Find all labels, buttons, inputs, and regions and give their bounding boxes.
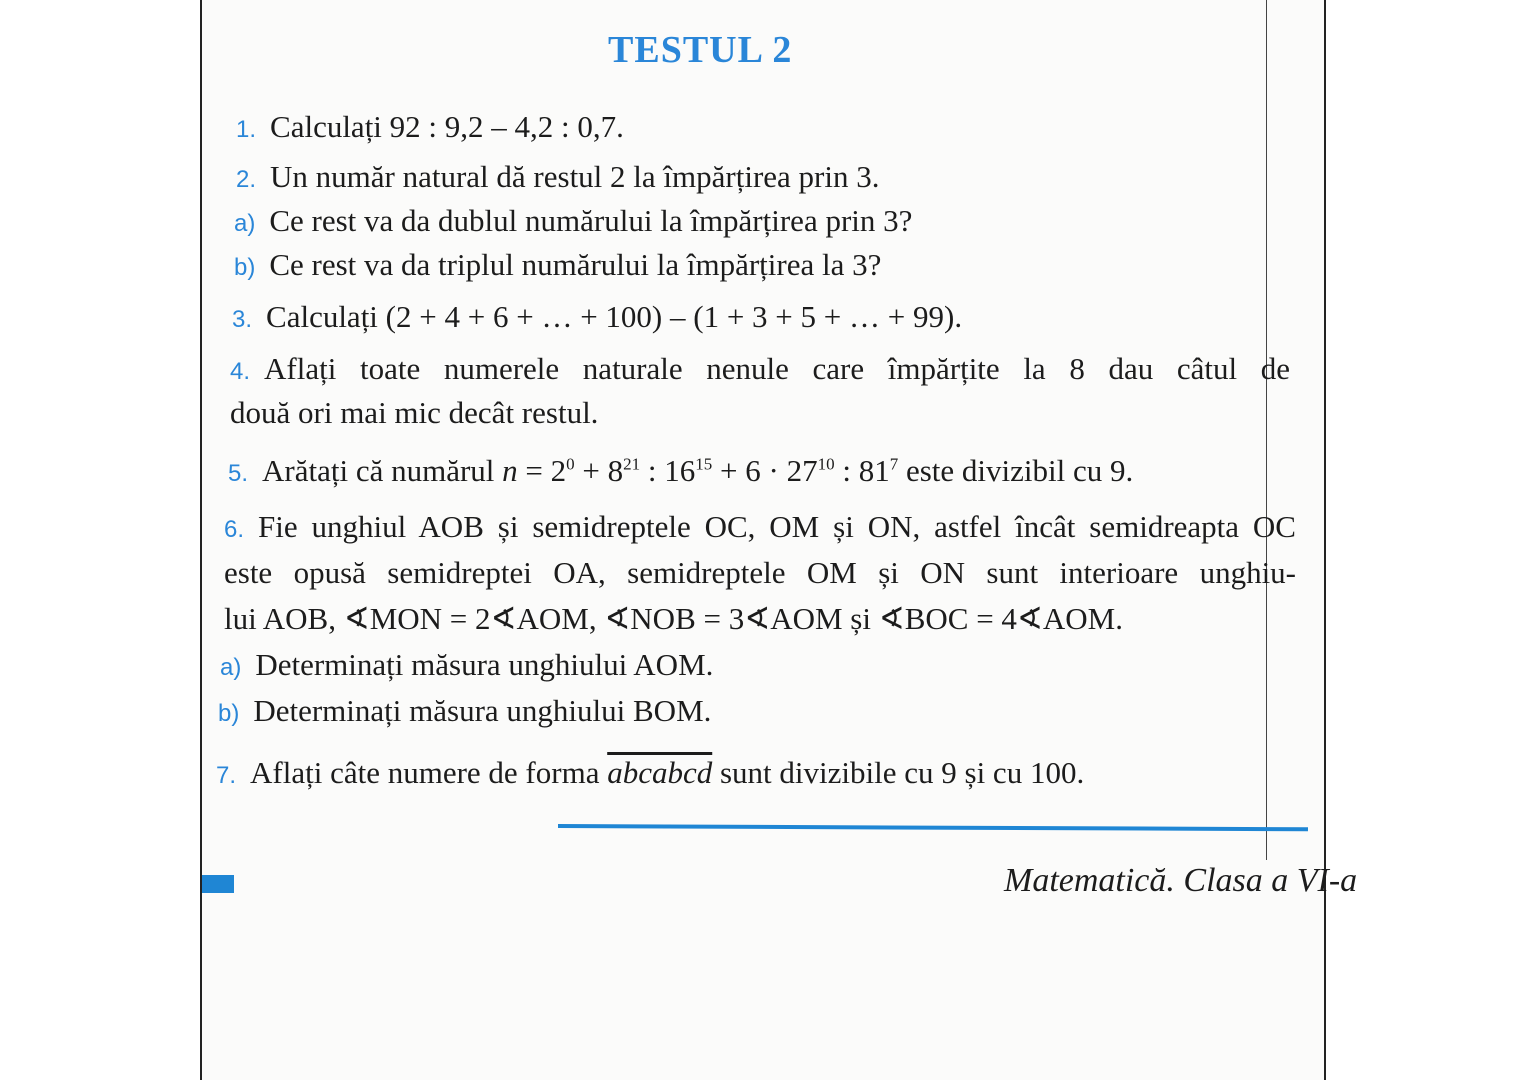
problem-2 (236, 160, 879, 194)
problem-number: 4. (230, 358, 251, 385)
problem-6-line-1 (224, 510, 1296, 544)
expr-part: : 16 (640, 453, 696, 488)
problem-6-line-2 (224, 556, 1296, 590)
subpoint-text: Ce rest va da dublul numărului la împărțirea prin 3? (269, 203, 913, 238)
subpoint-label: b) (218, 700, 240, 727)
expr-part: : 81 (834, 453, 890, 488)
problem-6a (220, 648, 713, 682)
problem-7 (216, 756, 1084, 790)
problem-text: este opusă semidreptei OA, semidreptele OM și ON sunt interioare unghiu- (224, 555, 1296, 590)
problem-number: 6. (224, 516, 245, 543)
problem-number: 7. (216, 762, 237, 789)
subpoint-text: Determinați măsura unghiului AOM. (255, 647, 714, 682)
exponent: 21 (623, 454, 641, 474)
problem-text: Fie unghiul AOB și semidreptele OC, OM și ON, astfel încât semidreapta OC (258, 509, 1296, 544)
variable-n: n (502, 453, 518, 488)
problem-5 (228, 454, 1133, 488)
test-title: TESTUL 2 (608, 29, 793, 71)
page-fold-line (1266, 0, 1267, 860)
exponent: 10 (817, 454, 835, 474)
problem-text: Calculați (2 + 4 + 6 + … + 100) – (1 + 3 + 5 + … + 99). (266, 299, 963, 334)
problem-6b (218, 694, 711, 728)
problem-text: Aflați câte numere de forma (250, 755, 608, 790)
problem-text: sunt divizibile cu 9 și cu 100. (712, 755, 1085, 790)
problem-2a (234, 204, 912, 238)
subpoint-label: a) (220, 654, 242, 681)
problem-6-line-3 (224, 602, 1123, 636)
problem-text: Aflați toate numerele naturale nenule care împărțite la 8 dau câtul de (264, 351, 1290, 386)
problem-2b (234, 248, 881, 282)
subpoint-label: b) (234, 254, 256, 281)
problem-text: Un număr natural dă restul 2 la împărțirea prin 3. (270, 159, 880, 194)
subpoint-text: Ce rest va da triplul numărului la împărțirea la 3? (269, 247, 882, 282)
problem-number: 3. (232, 306, 253, 333)
expr-part: = 2 (517, 453, 567, 488)
problem-text: două ori mai mic decât restul. (230, 395, 599, 430)
overlined-number: abcabcd (607, 755, 713, 790)
problem-number: 2. (236, 166, 257, 193)
problem-4-line-2 (230, 396, 598, 430)
problem-3 (232, 300, 962, 334)
problem-1 (236, 110, 624, 144)
page-tab-marker (202, 875, 234, 893)
exponent: 0 (566, 454, 575, 474)
subpoint-text: Determinați măsura unghiului BOM. (253, 693, 712, 728)
exponent: 7 (889, 454, 899, 474)
expr-part: + 8 (574, 453, 624, 488)
problem-text: este divizibil cu 9. (898, 453, 1134, 488)
problem-text: Arătați că numărul (262, 453, 503, 488)
subpoint-label: a) (234, 210, 256, 237)
problem-text: lui AOB, ∢MON = 2∢AOM, ∢NOB = 3∢AOM și ∢BOC = 4∢AOM. (224, 601, 1123, 636)
page-footer: Matematică. Clasa a VI-a (1004, 862, 1358, 899)
problem-number: 1. (236, 116, 257, 143)
expr-part: + 6 · 27 (712, 453, 818, 488)
exponent: 15 (695, 454, 713, 474)
problem-text: Calculați 92 : 9,2 – 4,2 : 0,7. (270, 109, 624, 144)
problem-number: 5. (228, 460, 249, 487)
problem-4-line-1 (230, 352, 1290, 386)
